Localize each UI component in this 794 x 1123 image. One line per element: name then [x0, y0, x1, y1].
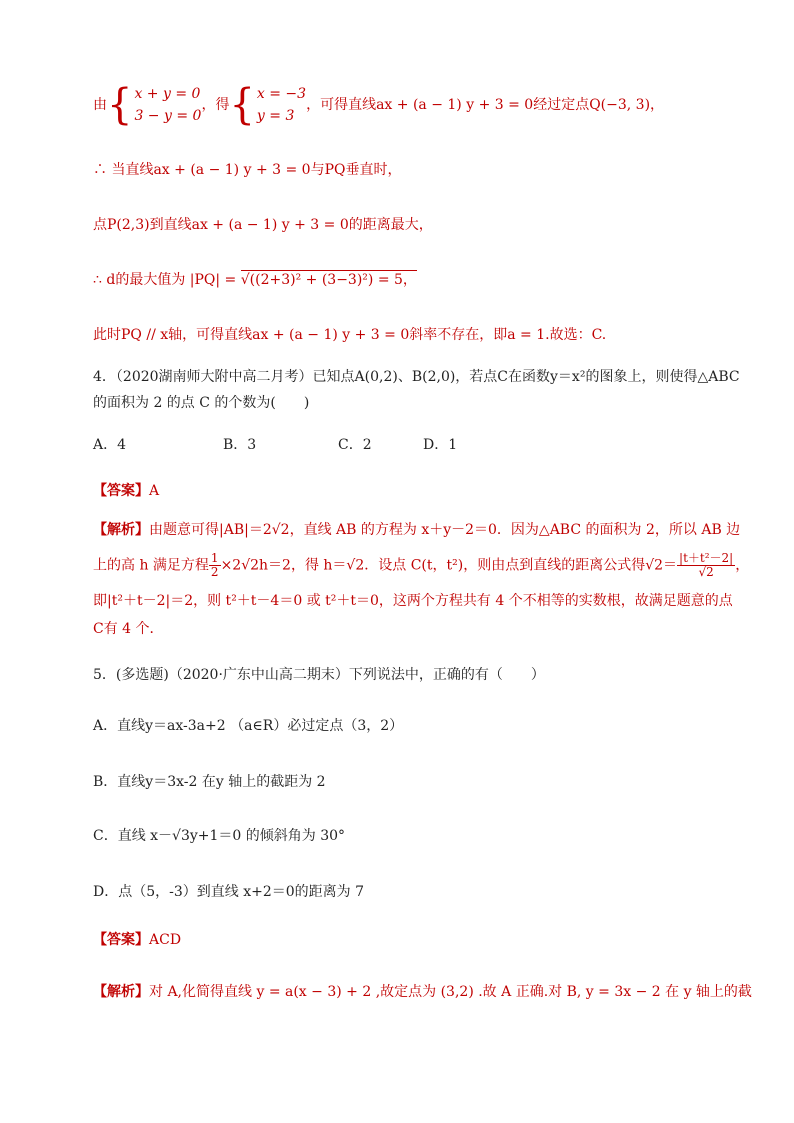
answer-value: A — [149, 483, 160, 499]
prev-line-1-post: ，可得直线ax + (a − 1) y + 3 = 0经过定点Q(−3, 3)， — [306, 97, 665, 113]
q5-option-b: B．直线y＝3x-2 在y 轴上的截距为 2 — [93, 774, 326, 790]
prev-line-3: 点P(2,3)到直线ax + (a − 1) y + 3 = 0的距离最大， — [93, 217, 433, 233]
q4-option-c: C．2 — [338, 437, 372, 453]
answer-label: 【答案】 — [93, 483, 149, 499]
q5-stem: 5．(多选题)（2020·广东中山高二期末）下列说法中，正确的有（ ） — [93, 667, 545, 683]
analysis-label: 【解析】 — [93, 522, 149, 538]
q4-options — [93, 435, 457, 455]
equation-system-2: x = −3 y = 3 — [256, 86, 307, 124]
q5-answer — [93, 930, 181, 950]
q4-answer — [93, 481, 159, 501]
prev-line-4: ∴ d的最大值为 |PQ| = √((2+3)² + (3−3)²) = 5， — [93, 272, 417, 288]
q4-stem-line-1: 4．（2020湖南师大附中高二月考）已知点A(0,2)、B(2,0)，若点C在函数y＝x²的图象上，则使得△ABC — [93, 369, 740, 385]
q4-analysis-line-4: C有 4 个． — [93, 621, 164, 637]
system-brace: { — [107, 80, 133, 130]
fraction-half: $\frac{1}{2}$ — [210, 551, 219, 579]
q4-option-b: B．3 — [223, 437, 257, 453]
prev-line-1-pre: 由 — [93, 97, 107, 113]
q4-stem-line-2: 的面积为 2 的点 C 的个数为( ) — [93, 395, 310, 411]
prev-line-1 — [93, 80, 665, 130]
prev-line-5: 此时PQ // x轴，可得直线ax + (a − 1) y + 3 = 0斜率不存在，即a = 1.故选：C. — [93, 327, 607, 343]
fraction-distance: $\frac{\text{|t＋t²－2|}}{√2}$ — [679, 551, 734, 579]
answer-label: 【答案】 — [93, 932, 149, 948]
analysis-label: 【解析】 — [93, 984, 149, 1000]
q5-analysis-line-1: 【解析】对 A,化简得直线 y = a(x − 3) + 2 ,故定点为 (3,2) .故 A 正确.对 B, y = 3x − 2 在 y 轴上的截 — [93, 984, 752, 1000]
q5-option-a: A．直线y＝ax-3a+2 （a∈R）必过定点（3，2） — [93, 718, 404, 734]
q4-option-d: D．1 — [423, 437, 458, 453]
q4-analysis-line-1: 【解析】由题意可得|AB|＝2√2，直线 AB 的方程为 x＋y－2＝0．因为△ABC 的面积为 2，所以 AB 边 — [93, 522, 741, 538]
q4-option-a: A．4 — [93, 437, 127, 453]
q5-option-d: D．点（5，-3）到直线 x+2＝0的距离为 7 — [93, 884, 365, 900]
prev-line-1-mid: ，得 — [201, 97, 230, 113]
distance-formula: √((2+3)² + (3−3)²) = 5， — [240, 272, 417, 288]
q4-analysis-line-3: 即|t²＋t－2|＝2，则 t²＋t－4＝0 或 t²＋t＝0，这两个方程共有 4 个不相等的实数根，故满足题意的点 — [93, 593, 733, 609]
q4-analysis-line-2: 上的高 h 满足方程 $\frac{1}{2}$ ×2√2h＝2，得 h＝√2．设点 C(t，t²)，则由点到直线的距离公式得√2＝ $\frac{\text{|t＋t²－2|}}{√2}$ ， — [93, 551, 750, 579]
answer-value: ACD — [149, 932, 182, 948]
q5-option-c: C．直线 x－√3y+1＝0 的倾斜角为 30° — [93, 828, 346, 844]
equation-system-1: x + y = 0 3 − y = 0 — [134, 86, 202, 124]
system-brace: { — [229, 80, 255, 130]
prev-line-2: ∴ 当直线ax + (a − 1) y + 3 = 0与PQ垂直时， — [93, 162, 402, 178]
